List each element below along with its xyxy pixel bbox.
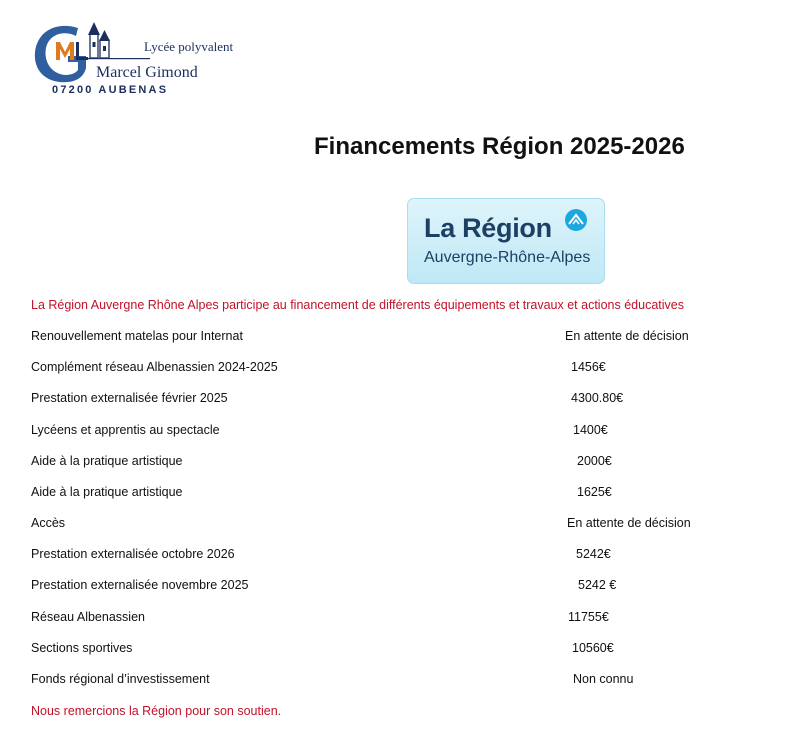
funding-label: Prestation externalisée février 2025 — [31, 391, 228, 405]
thanks-text: Nous remercions la Région pour son soutien. — [31, 704, 282, 718]
school-logo-line1: Lycée polyvalent — [144, 39, 234, 54]
intro-text: La Région Auvergne Rhône Alpes participe au financement de différents équipements et travaux et actions éducatives — [31, 298, 684, 312]
list-item — [0, 423, 808, 443]
mountain-peak-icon — [565, 209, 587, 231]
funding-value: 5242 € — [578, 578, 617, 592]
list-item — [0, 391, 808, 411]
list-item — [0, 578, 808, 598]
funding-label: Fonds régional d’investissement — [31, 672, 210, 686]
funding-label: Renouvellement matelas pour Internat — [31, 329, 243, 343]
funding-value: 1456€ — [571, 360, 606, 374]
funding-label: Complément réseau Albenassien 2024-2025 — [31, 360, 278, 374]
funding-label: Accès — [31, 516, 66, 530]
region-logo-name: La Région — [424, 213, 552, 243]
page-title: Financements Région 2025-2026 — [314, 133, 685, 160]
funding-value: 5242€ — [576, 547, 611, 561]
funding-value: 11755€ — [568, 610, 609, 624]
funding-label: Sections sportives — [31, 641, 133, 655]
funding-label: Prestation externalisée novembre 2025 — [31, 578, 249, 592]
funding-value: 1400€ — [573, 423, 608, 437]
school-logo — [30, 18, 234, 100]
funding-value: Non connu — [573, 672, 634, 686]
funding-value: 2000€ — [577, 454, 612, 468]
list-item — [0, 641, 808, 661]
funding-value: 1625€ — [577, 485, 612, 499]
list-item — [0, 516, 808, 536]
funding-label: Prestation externalisée octobre 2026 — [31, 547, 235, 561]
castle-tower-icon — [88, 22, 110, 58]
funding-value: En attente de décision — [567, 516, 691, 530]
funding-value: 10560€ — [572, 641, 614, 655]
funding-value: En attente de décision — [565, 329, 689, 343]
funding-label: Aide à la pratique artistique — [31, 454, 183, 468]
school-logo-line2: Marcel Gimond — [96, 64, 198, 81]
list-item — [0, 610, 808, 630]
list-item — [0, 454, 808, 474]
funding-label: Lycéens et apprentis au spectacle — [31, 423, 220, 437]
list-item — [0, 329, 808, 349]
list-item — [0, 547, 808, 567]
school-logo-line3: 07200 AUBENAS — [52, 84, 169, 96]
funding-label: Aide à la pratique artistique — [31, 485, 183, 499]
region-logo-subtitle: Auvergne-Rhône-Alpes — [424, 249, 591, 266]
list-item — [0, 360, 808, 380]
funding-label: Réseau Albenassien — [31, 610, 145, 624]
funding-value: 4300.80€ — [571, 391, 624, 405]
region-logo — [407, 198, 605, 284]
list-item — [0, 485, 808, 505]
list-item — [0, 672, 808, 692]
